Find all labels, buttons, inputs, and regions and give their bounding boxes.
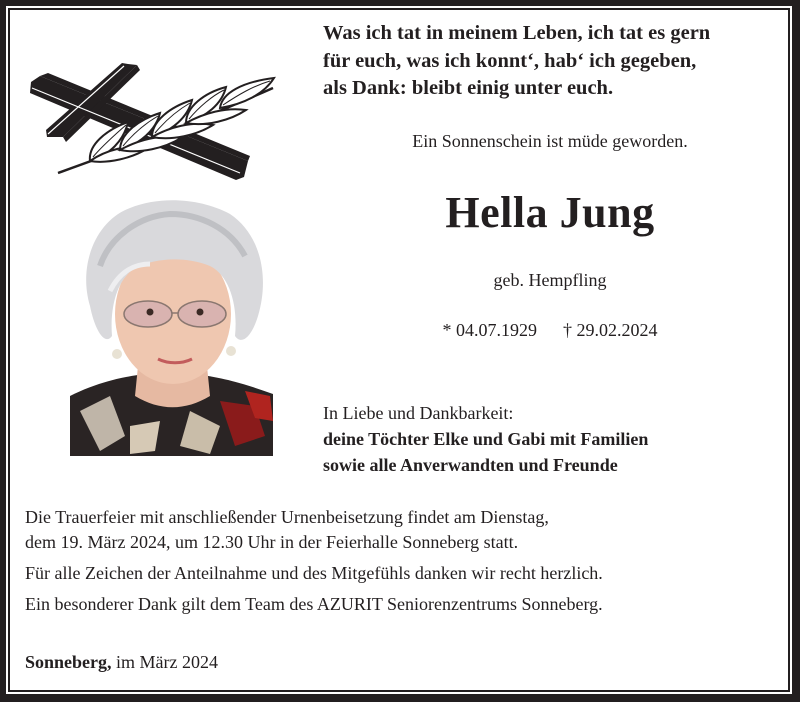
maiden-name: geb. Hempfling (493, 270, 607, 290)
funeral-announcement (25, 505, 775, 555)
funeral-line: dem 19. März 2024, um 12.30 Uhr in der Feierhalle Sonneberg statt. (25, 532, 519, 552)
mourners-line: sowie alle Anverwandten und Freunde (323, 455, 618, 475)
signature-date: im März 2024 (116, 652, 218, 672)
funeral-line: Die Trauerfeier mit anschließender Urnenbeisetzung findet am Dienstag, (25, 507, 549, 527)
obituary-subtitle: Ein Sonnenschein ist müde geworden. (412, 131, 688, 151)
deceased-name: Hella Jung (445, 188, 655, 237)
thanks-text: Für alle Zeichen der Anteilnahme und des Mitgefühls danken wir recht herzlich. (25, 563, 603, 583)
poem-verse (323, 20, 783, 103)
birth-date: * 04.07.1929 (442, 320, 537, 340)
poem-line: für euch, was ich konnt‘, hab‘ ich gegeben, (323, 49, 697, 72)
mourners-section (323, 400, 648, 478)
mourners-line: deine Töchter Elke und Gabi mit Familien (323, 429, 649, 449)
special-thanks-text: Ein besonderer Dank gilt dem Team des AZURIT Seniorenzentrums Sonneberg. (25, 594, 603, 614)
funeral-details (25, 505, 775, 623)
poem-line: als Dank: bleibt einig unter euch. (323, 77, 614, 99)
poem-line: Was ich tat in meinem Leben, ich tat es gern (323, 22, 711, 44)
cross-with-laurel-branch-icon (28, 60, 278, 185)
signature-line (25, 652, 218, 673)
mourners-intro: In Liebe und Dankbarkeit: (323, 403, 514, 423)
death-date: † 29.02.2024 (563, 320, 658, 340)
life-dates (320, 320, 780, 341)
signature-place: Sonneberg, (25, 652, 112, 672)
portrait-photo (70, 196, 273, 456)
